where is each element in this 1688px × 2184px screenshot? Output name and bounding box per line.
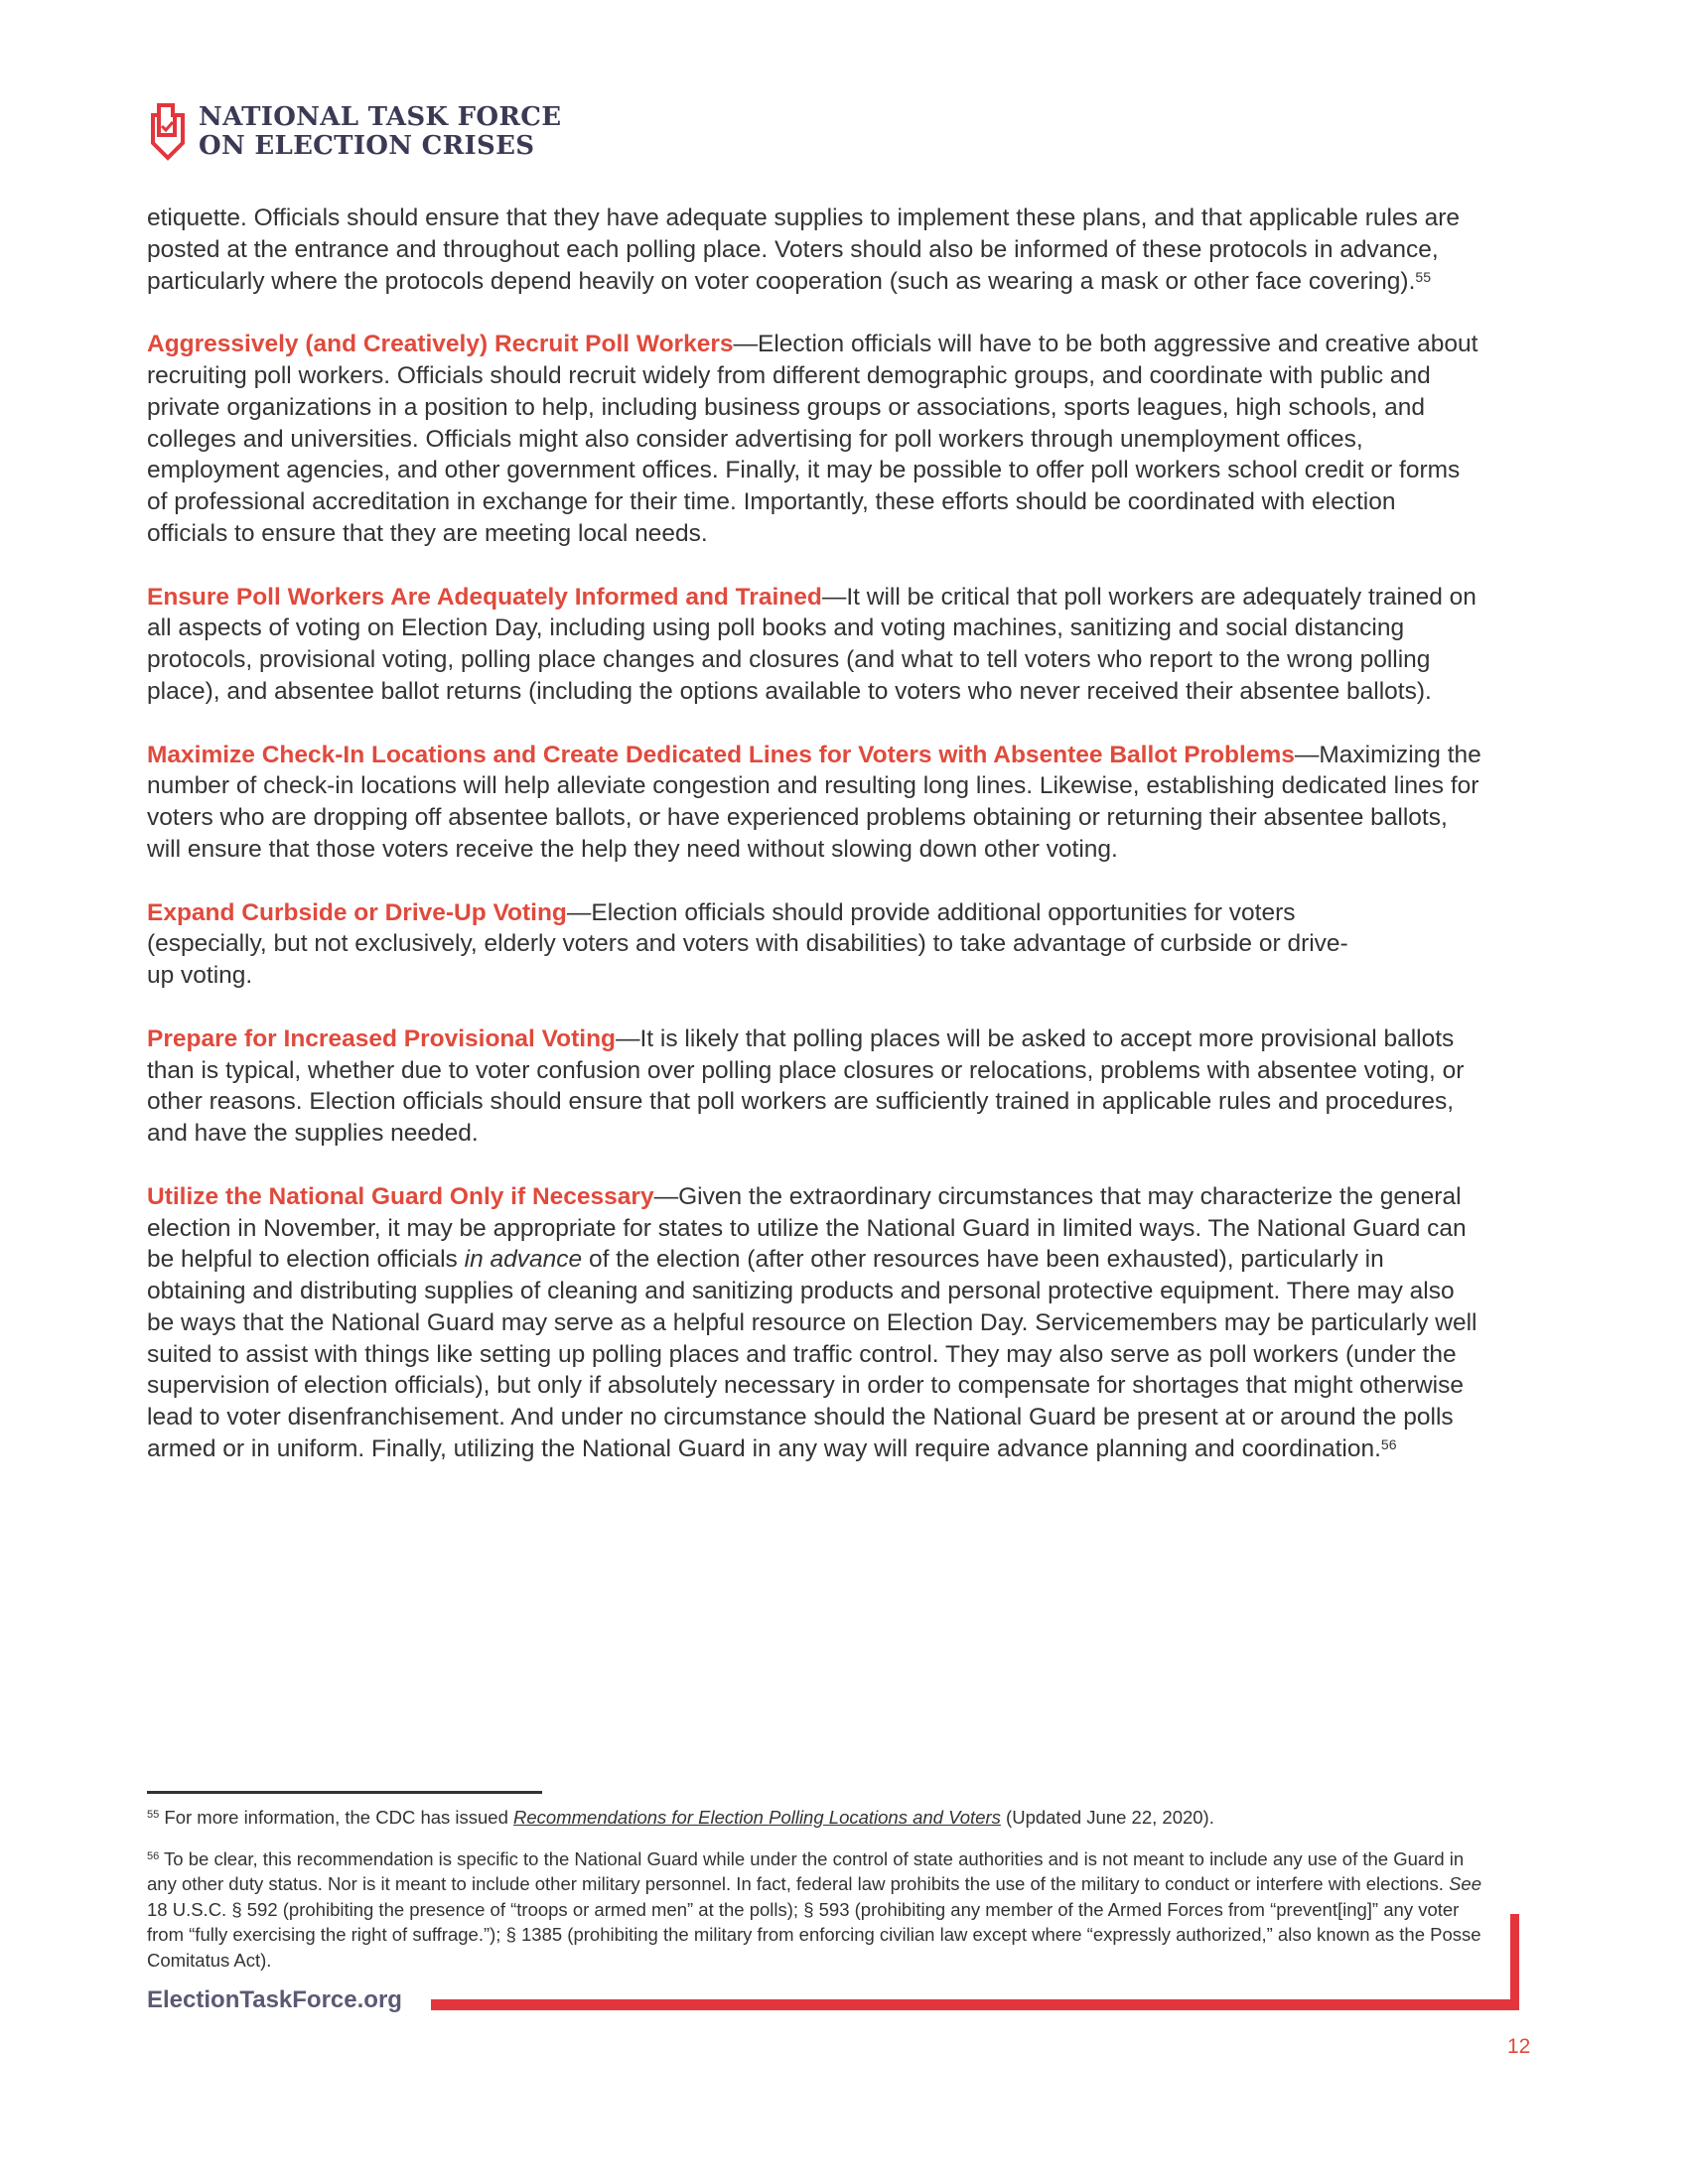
paragraph: Prepare for Increased Provisional Voting—It is likely that polling places will be asked to accept more provisional ballots than is typical, whether due to voter confusion over polling place closures or relocations, problems with absentee voting, or other reasons. Election officials should ensure that poll workers are sufficiently trained in applicable rules and procedures, and have the supplies needed.: [147, 1024, 1465, 1148]
paragraph-heading: Ensure Poll Workers Are Adequately Informed and Trained: [147, 583, 822, 611]
footnote-55: $^{55}$ For more information, the CDC has issued Recommendations for Election Polling Locations and Voters (Updated June 22, 2020).: [147, 1807, 1214, 1828]
footnote-ref[interactable]: 56: [1380, 1436, 1397, 1453]
shield-ballot-icon: [147, 102, 189, 162]
paragraph: Ensure Poll Workers Are Adequately Informed and Trained—It will be critical that poll workers are adequately trained on all aspects of voting on Election Day, including using poll books and voting machines, sanitizing and social distancing protocols, provisional voting, polling place changes and closures (and what to tell voters who report to the wrong polling place), and absentee ballot returns (including the options available to voters who never received their absentee ballots).: [147, 583, 1477, 705]
footnote-ref[interactable]: 55: [1415, 268, 1431, 285]
paragraph-heading: Aggressively (and Creatively) Recruit Poll Workers: [147, 331, 734, 358]
cdc-recommendations-link[interactable]: Recommendations for Election Polling Locations and Voters: [513, 1807, 1001, 1828]
logo: [147, 102, 561, 162]
page-number: 12: [1507, 2035, 1531, 2058]
paragraph: Maximize Check-In Locations and Create Dedicated Lines for Voters with Absentee Ballot Problems—Maximizing the number of check-in locations will help alleviate congestion and resulting long lines. Likewise, establishing dedicated lines for voters who are dropping off absentee ballots, or have experienced problems obtaining or returning their absentee ballots, will ensure that those voters receive the help they need without slowing down other voting.: [147, 741, 1481, 863]
footer-site-link[interactable]: ElectionTaskForce.org: [147, 1986, 402, 2013]
org-name-line2: ON ELECTION CRISES: [199, 131, 535, 161]
paragraph: Utilize the National Guard Only if Necessary—Given the extraordinary circumstances that may characterize the general election in November, it may be appropriate for states to utilize the National Guard in limited ways. The National Guard can be helpful to election officials in advance of the election (after other resources have been exhausted), particularly in obtaining and distributing supplies of cleaning and sanitizing products and personal protective equipment. There may also be ways that the National Guard may serve as a helpful resource on Election Day. Servicemembers may be particularly well suited to assist with things like setting up polling places and traffic control. They may also serve as poll workers (under the supervision of election officials), but only if absolutely necessary in order to compensate for shortages that might otherwise lead to voter disenfranchisement. And under no circumstance should the National Guard be present at or around the polls armed or in uniform. Finally, utilizing the National Guard in any way will require advance planning and coordination.$^{56}$: [147, 1182, 1477, 1463]
org-name-line1: NATIONAL TASK FORCE: [199, 102, 562, 132]
paragraph: Aggressively (and Creatively) Recruit Poll Workers—Election officials will have to be both aggressive and creative about recruiting poll workers. Officials should recruit widely from different demographic groups, and coordinate with public and private organizations in a position to help, including business groups or associations, sports leagues, high schools, and colleges and universities. Officials might also consider advertising for poll workers through unemployment offices, employment agencies, and other government offices. Finally, it may be possible to offer poll workers school credit or forms of professional accreditation in exchange for their time. Importantly, these efforts should be coordinated with election officials to ensure that they are meeting local needs.: [147, 331, 1478, 547]
paragraph-heading: Utilize the National Guard Only if Necessary: [147, 1182, 654, 1210]
paragraph-heading: Expand Curbside or Drive-Up Voting: [147, 898, 567, 926]
footer-bar: [431, 1999, 1519, 2010]
paragraph: Expand Curbside or Drive-Up Voting—Election officials should provide additional opportunities for voters (especially, but not exclusively, elderly voters and voters with disabilities) to take advantage of curbside or drive-up voting.: [147, 898, 1348, 990]
footnote-divider: [147, 1791, 542, 1794]
paragraph-heading: Maximize Check-In Locations and Create Dedicated Lines for Voters with Absentee Ballot Problems: [147, 741, 1295, 768]
paragraph-heading: Prepare for Increased Provisional Voting: [147, 1024, 616, 1052]
footnote-56: $^{56}$ To be clear, this recommendation is specific to the National Guard while under the control of state authorities and is not meant to include any use of the Guard in any other duty status. Nor is it meant to include other military personnel. In fact, federal law prohibits the use of the military to conduct or interfere with elections. See 18 U.S.C. § 592 (prohibiting the presence of “troops or armed men” at the polls); § 593 (prohibiting any member of the Armed Forces from “prevent[ing]” any voter from “fully exercising the right of suffrage.”); § 1385 (prohibiting the military from enforcing civilian law except where “expressly authorized,” also known as the Posse Comitatus Act).: [147, 1848, 1481, 1971]
paragraph: etiquette. Officials should ensure that they have adequate supplies to implement these plans, and that applicable rules are posted at the entrance and throughout each polling place. Voters should also be informed of these protocols in advance, particularly where the protocols depend heavily on voter cooperation (such as wearing a mask or other face covering).$^{55}$: [147, 205, 1461, 295]
body-text: [147, 203, 1482, 1497]
footer-bar-vertical: [1510, 1914, 1519, 2010]
